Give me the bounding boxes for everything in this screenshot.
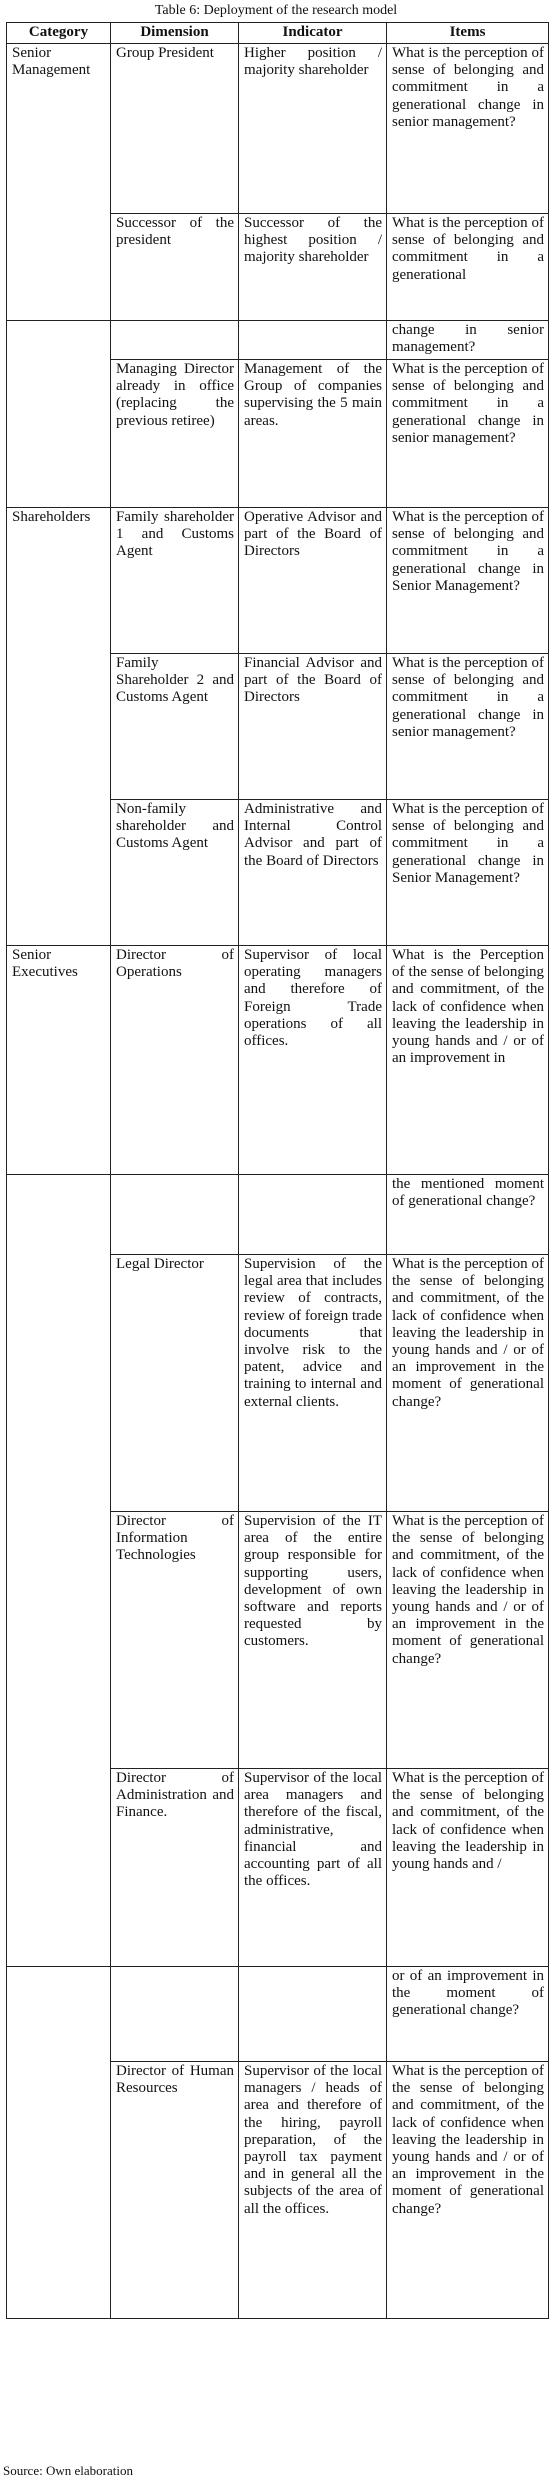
items-cell: What is the perception of sense of belonging and commitment in a generational change in senior management? xyxy=(387,654,549,800)
source-note: Source: Own elaboration xyxy=(3,2463,133,2478)
indicator-cell: Higher position / majority shareholder xyxy=(239,44,387,214)
dimension-cell: Family Shareholder 2 and Customs Agent xyxy=(111,654,239,800)
category-cell xyxy=(7,1967,111,2319)
items-cell: What is the perception of sense of belonging and commitment in a generational change in senior management? xyxy=(387,44,549,214)
items-cell: the mentioned moment of generational change? xyxy=(387,1175,549,1255)
dimension-cell: Managing Director already in office (replacing the previous retiree) xyxy=(111,360,239,508)
indicator-cell: Supervision of the legal area that includes review of contracts, review of foreign trade documents that involve risk to the patent, advice and training to internal and external clients. xyxy=(239,1255,387,1512)
items-cell: or of an improvement in the moment of generational change? xyxy=(387,1967,549,2062)
dimension-cell: Family shareholder 1 and Customs Agent xyxy=(111,508,239,654)
table-row xyxy=(7,508,549,654)
items-cell: What is the perception of sense of belonging and commitment in a generational change in Senior Management? xyxy=(387,800,549,946)
category-cell xyxy=(7,321,111,508)
items-cell: What is the perception of the sense of belonging and commitment, of the lack of confidence when leaving the leadership in young hands and / or of an improvement in the moment of generational change? xyxy=(387,2062,549,2319)
category-cell: Senior Executives xyxy=(7,946,111,1175)
indicator-cell: Supervisor of the local area managers and therefore of the fiscal, administrative, financial and accounting part of all the offices. xyxy=(239,1769,387,1967)
indicator-cell xyxy=(239,321,387,360)
items-cell: What is the perception of the sense of belonging and commitment, of the lack of confidence when leaving the leadership in young hands and / or of an improvement in the moment of generational change? xyxy=(387,1255,549,1512)
table-header-row xyxy=(7,23,549,44)
header-indicator: Indicator xyxy=(239,23,387,44)
items-cell: What is the perception of sense of belonging and commitment in a generational xyxy=(387,214,549,321)
table-row xyxy=(7,946,549,1175)
dimension-cell xyxy=(111,1967,239,2062)
dimension-cell xyxy=(111,1175,239,1255)
dimension-cell: Director of Information Technologies xyxy=(111,1512,239,1769)
header-items: Items xyxy=(387,23,549,44)
items-cell: What is the Perception of the sense of belonging and commitment, of the lack of confidence when leaving the leadership in young hands and / or of an improvement in xyxy=(387,946,549,1175)
table-row xyxy=(7,1967,549,2062)
items-cell: What is the perception of sense of belonging and commitment in a generational change in Senior Management? xyxy=(387,508,549,654)
dimension-cell xyxy=(111,321,239,360)
items-cell: What is the perception of the sense of belonging and commitment, of the lack of confidence when leaving the leadership in young hands and / xyxy=(387,1769,549,1967)
table-row xyxy=(7,321,549,360)
items-cell: What is the perception of sense of belonging and commitment in a generational change in senior management? xyxy=(387,360,549,508)
header-dimension: Dimension xyxy=(111,23,239,44)
indicator-cell: Supervisor of local operating managers and therefore of Foreign Trade operations of all offices. xyxy=(239,946,387,1175)
indicator-cell: Administrative and Internal Control Advisor and part of the Board of Directors xyxy=(239,800,387,946)
table-caption: Table 6: Deployment of the research model xyxy=(154,3,398,18)
table-row xyxy=(7,44,549,214)
table-row xyxy=(7,1175,549,1255)
category-cell xyxy=(7,1175,111,1967)
dimension-cell: Legal Director xyxy=(111,1255,239,1512)
category-cell: Shareholders xyxy=(7,508,111,946)
items-cell: What is the perception of the sense of belonging and commitment, of the lack of confidence when leaving the leadership in young hands and / or of an improvement in the moment of generational change? xyxy=(387,1512,549,1769)
indicator-cell xyxy=(239,1175,387,1255)
dimension-cell: Non-family shareholder and Customs Agent xyxy=(111,800,239,946)
indicator-cell: Operative Advisor and part of the Board of Directors xyxy=(239,508,387,654)
header-category: Category xyxy=(7,23,111,44)
dimension-cell: Successor of the president xyxy=(111,214,239,321)
indicator-cell: Management of the Group of companies supervising the 5 main areas. xyxy=(239,360,387,508)
items-cell: change in senior management? xyxy=(387,321,549,360)
indicator-cell: Supervision of the IT area of the entire group responsible for supporting users, development of own software and reports requested by customers. xyxy=(239,1512,387,1769)
dimension-cell: Group President xyxy=(111,44,239,214)
dimension-cell: Director of Administration and Finance. xyxy=(111,1769,239,1967)
indicator-cell xyxy=(239,1967,387,2062)
dimension-cell: Director of Operations xyxy=(111,946,239,1175)
category-cell: Senior Management xyxy=(7,44,111,321)
research-model-table xyxy=(6,22,549,2319)
indicator-cell: Financial Advisor and part of the Board of Directors xyxy=(239,654,387,800)
indicator-cell: Supervisor of the local managers / heads of area and therefore of the hiring, payroll preparation, of the payroll tax payment and in general all the subjects of the area of all the offices. xyxy=(239,2062,387,2319)
dimension-cell: Director of Human Resources xyxy=(111,2062,239,2319)
indicator-cell: Successor of the highest position / majority shareholder xyxy=(239,214,387,321)
